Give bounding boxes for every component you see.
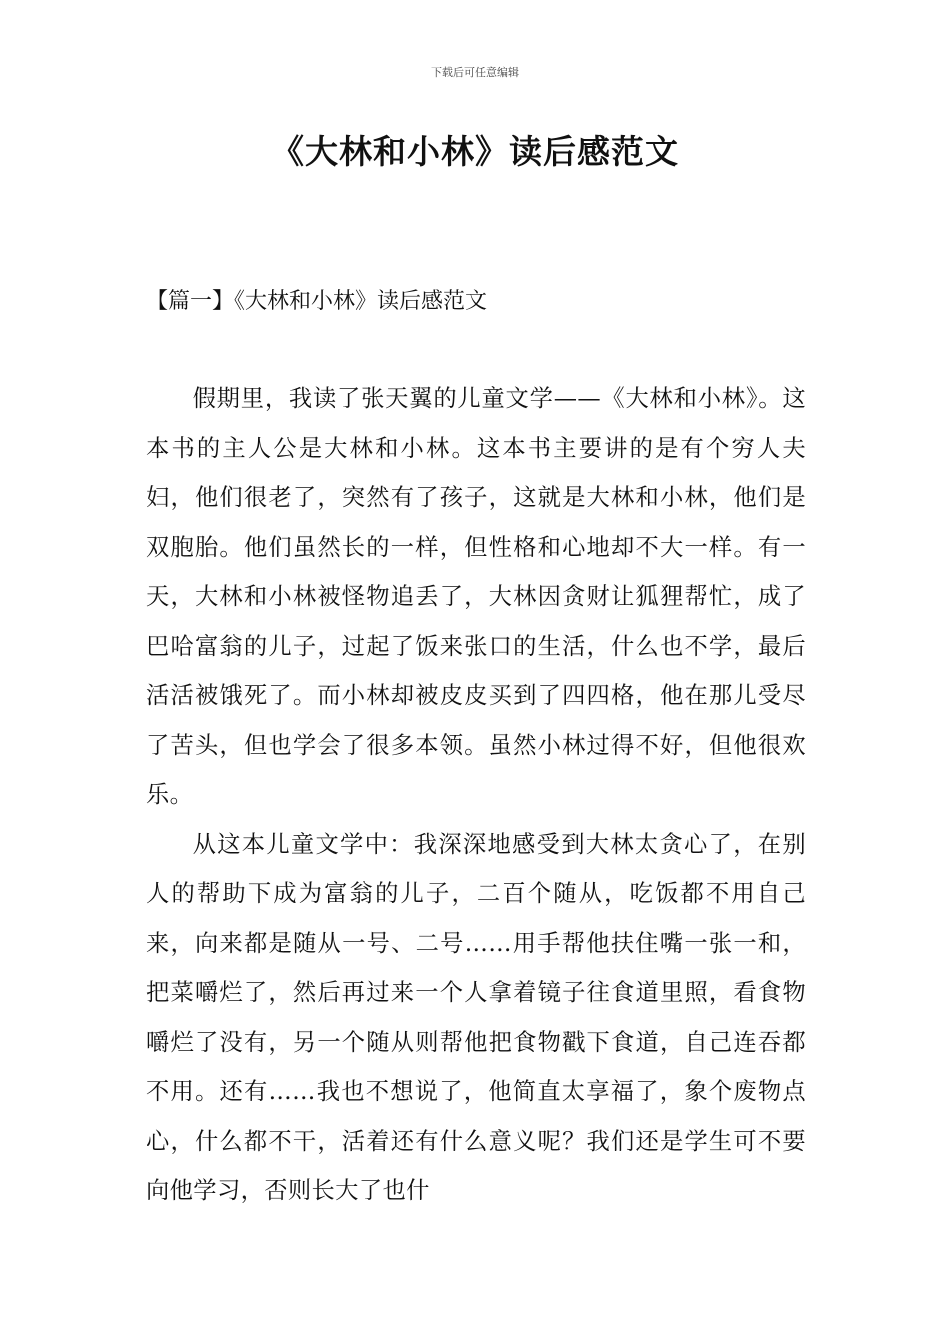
body-text [146,374,806,1216]
header-note: 下载后可任意编辑 [431,66,519,79]
paragraph-1: 假期里，我读了张天翼的儿童文学——《大林和小林》。这本书的主人公是大林和小林。这本书主要讲的是有个穷人夫妇，他们很老了，突然有了孩子，这就是大林和小林，他们是双胞胎。他们虽然长的一样，但性格和心地却不大一样。有一天，大林和小林被怪物追丢了，大林因贪财让狐狸帮忙，成了巴哈富翁的儿子，过起了饭来张口的生活，什么也不学，最后活活被饿死了。而小林却被皮皮买到了四四格，他在那儿受尽了苦头，但也学会了很多本领。虽然小林过得不好，但他很欢乐。 [146,385,806,808]
section-heading: 【篇一】《大林和小林》读后感范文 [146,289,488,314]
document-title: 《大林和小林》读后感范文 [271,132,679,171]
paragraph-2: 从这本儿童文学中：我深深地感受到大林太贪心了，在别人的帮助下成为富翁的儿子，二百个随从，吃饭都不用自己来，向来都是随从一号、二号……用手帮他扶住嘴一张一和，把菜嚼烂了，然后再过来一个人拿着镜子往食道里照，看食物嚼烂了没有，另一个随从则帮他把食物戳下食道，自己连吞都不用。还有……我也不想说了，他简直太享福了，象个废物点心，什么都不干，活着还有什么意义呢？我们还是学生可不要向他学习，否则长大了也什 [146,830,806,1204]
